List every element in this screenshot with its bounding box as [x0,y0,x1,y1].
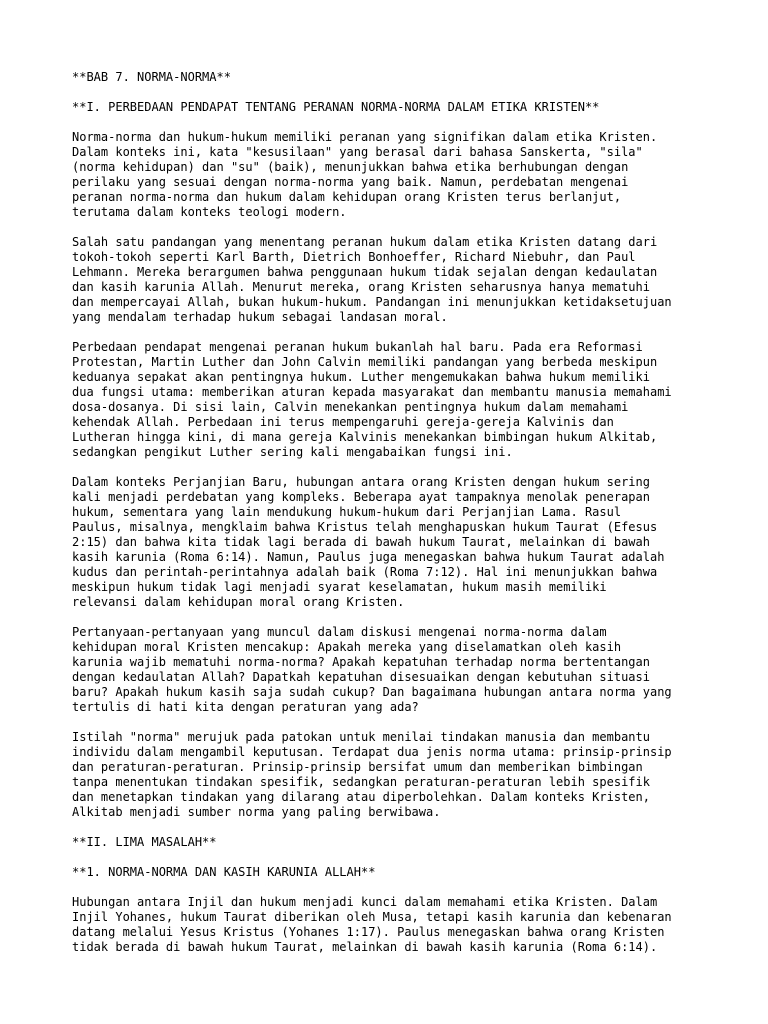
paragraph-line: tokoh-tokoh seperti Karl Barth, Dietrich Bonhoeffer, Richard Niebuhr, dan Paul [72,250,636,264]
paragraph-1 [72,130,728,220]
paragraph-line: Salah satu pandangan yang menentang peranan hukum dalam etika Kristen datang dari [72,235,658,249]
section-1-heading [72,100,728,115]
paragraph-line: relevansi dalam kehidupan moral orang Kristen. [72,595,405,609]
paragraph-3 [72,340,728,460]
paragraph-line: tertulis di hati kita dengan peraturan yang ada? [72,700,419,714]
paragraph-line: meskipun hukum tidak lagi menjadi syarat keselamatan, hukum masih memiliki [72,580,607,594]
paragraph-line: Protestan, Martin Luther dan John Calvin memiliki pandangan yang berbeda meskipun [72,355,658,369]
paragraph-line: Pertanyaan-pertanyaan yang muncul dalam diskusi mengenai norma-norma dalam [72,625,607,639]
paragraph-line: dan menetapkan tindakan yang dilarang atau diperbolehkan. Dalam konteks Kristen, [72,790,650,804]
chapter-title-text: **BAB 7. NORMA-NORMA** [72,70,231,84]
paragraph-line: dan mempercayai Allah, bukan hukum-hukum. Pandangan ini menunjukkan ketidaksetujuan [72,295,672,309]
subsection-1-heading [72,865,728,880]
paragraph-line: tidak berada di bawah hukum Taurat, melainkan di bawah kasih karunia (Roma 6:14). [72,940,658,954]
paragraph-line: baru? Apakah hukum kasih saja sudah cukup? Dan bagaimana hubungan antara norma yang [72,685,672,699]
paragraph-line: Paulus, misalnya, mengklaim bahwa Kristus telah menghapuskan hukum Taurat (Efesus [72,520,658,534]
paragraph-line: keduanya sepakat akan pentingnya hukum. Luther mengemukakan bahwa hukum memiliki [72,370,650,384]
paragraph-line: yang mendalam terhadap hukum sebagai landasan moral. [72,310,448,324]
paragraph-line: dengan kedaulatan Allah? Dapatkah kepatuhan disesuaikan dengan kebutuhan situasi [72,670,650,684]
paragraph-line: Perbedaan pendapat mengenai peranan hukum bukanlah hal baru. Pada era Reformasi [72,340,643,354]
paragraph-line: individu dalam mengambil keputusan. Terdapat dua jenis norma utama: prinsip-prinsip [72,745,672,759]
subsection-1-heading-text: **1. NORMA-NORMA DAN KASIH KARUNIA ALLAH** [72,865,376,879]
paragraph-line: dua fungsi utama: memberikan aturan kepada masyarakat dan membantu manusia memahami [72,385,672,399]
paragraph-line: Dalam konteks ini, kata "kesusilaan" yang berasal dari bahasa Sanskerta, "sila" [72,145,643,159]
paragraph-line: kehendak Allah. Perbedaan ini terus mempengaruhi gereja-gereja Kalvinis dan [72,415,614,429]
paragraph-line: karunia wajib mematuhi norma-norma? Apakah kepatuhan terhadap norma bertentangan [72,655,650,669]
paragraph-line: Injil Yohanes, hukum Taurat diberikan oleh Musa, tetapi kasih karunia dan kebenaran [72,910,672,924]
paragraph-line: kehidupan moral Kristen mencakup: Apakah mereka yang diselamatkan oleh kasih [72,640,622,654]
paragraph-line: Alkitab menjadi sumber norma yang paling berwibawa. [72,805,441,819]
paragraph-line: peranan norma-norma dan hukum dalam kehidupan orang Kristen terus berlanjut, [72,190,622,204]
paragraph-line: sedangkan pengikut Luther sering kali mengabaikan fungsi ini. [72,445,513,459]
paragraph-line: kali menjadi perdebatan yang kompleks. Beberapa ayat tampaknya menolak penerapan [72,490,650,504]
paragraph-6 [72,730,728,820]
paragraph-line: 2:15) dan bahwa kita tidak lagi berada di bawah hukum Taurat, melainkan di bawah [72,535,650,549]
paragraph-line: perilaku yang sesuai dengan norma-norma yang baik. Namun, perdebatan mengenai [72,175,629,189]
paragraph-4 [72,475,728,610]
paragraph-line: (norma kehidupan) dan "su" (baik), menunjukkan bahwa etika berhubungan dengan [72,160,629,174]
paragraph-line: datang melalui Yesus Kristus (Yohanes 1:17). Paulus menegaskan bahwa orang Kristen [72,925,665,939]
paragraph-line: hukum, sementara yang lain mendukung hukum-hukum dari Perjanjian Lama. Rasul [72,505,622,519]
paragraph-line: Lehmann. Mereka berargumen bahwa penggunaan hukum tidak sejalan dengan kedaulatan [72,265,658,279]
paragraph-2 [72,235,728,325]
paragraph-line: dan peraturan-peraturan. Prinsip-prinsip bersifat umum dan memberikan bimbingan [72,760,643,774]
paragraph-line: Norma-norma dan hukum-hukum memiliki peranan yang signifikan dalam etika Kristen. [72,130,658,144]
paragraph-line: Lutheran hingga kini, di mana gereja Kalvinis menekankan bimbingan hukum Alkitab, [72,430,658,444]
section-2-heading [72,835,728,850]
paragraph-line: dan kasih karunia Allah. Menurut mereka, orang Kristen seharusnya hanya mematuhi [72,280,650,294]
paragraph-line: Hubungan antara Injil dan hukum menjadi kunci dalam memahami etika Kristen. Dalam [72,895,658,909]
paragraph-5 [72,625,728,715]
paragraph-line: tanpa menentukan tindakan spesifik, sedangkan peraturan-peraturan lebih spesifik [72,775,650,789]
paragraph-line: terutama dalam konteks teologi modern. [72,205,347,219]
chapter-title [72,70,728,85]
paragraph-line: Istilah "norma" merujuk pada patokan untuk menilai tindakan manusia dan membantu [72,730,650,744]
section-1-heading-text: **I. PERBEDAAN PENDAPAT TENTANG PERANAN NORMA-NORMA DALAM ETIKA KRISTEN** [72,100,600,114]
paragraph-line: dosa-dosanya. Di sisi lain, Calvin menekankan pentingnya hukum dalam memahami [72,400,629,414]
paragraph-line: kasih karunia (Roma 6:14). Namun, Paulus juga menegaskan bahwa hukum Taurat adalah [72,550,665,564]
paragraph-line: Dalam konteks Perjanjian Baru, hubungan antara orang Kristen dengan hukum sering [72,475,650,489]
paragraph-line: kudus dan perintah-perintahnya adalah baik (Roma 7:12). Hal ini menunjukkan bahwa [72,565,658,579]
paragraph-7 [72,895,728,955]
section-2-heading-text: **II. LIMA MASALAH** [72,835,217,849]
